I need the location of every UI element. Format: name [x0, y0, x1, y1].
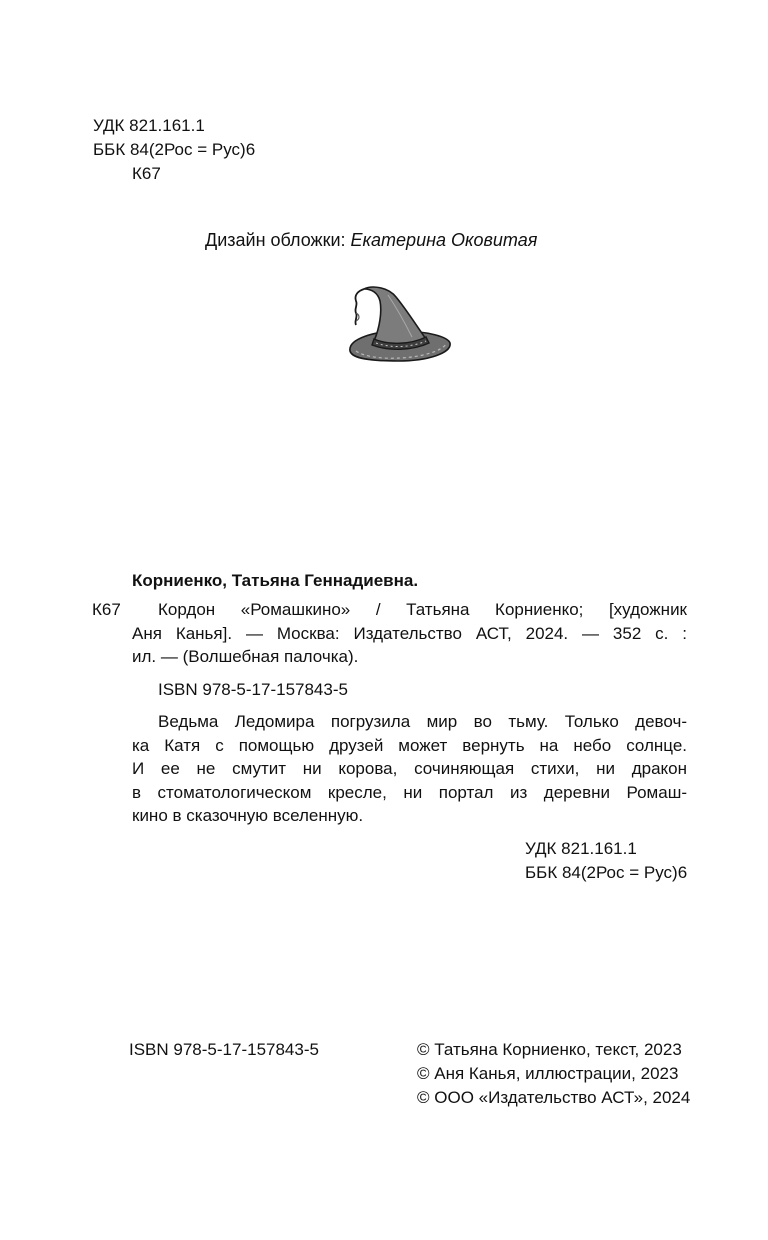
description-line: Аня Канья]. — Москва: Издательство АСТ, 2024. — 352 с. : — [132, 623, 687, 643]
copyright-line: © ООО «Издательство АСТ», 2024 — [417, 1088, 691, 1107]
witch-hat-icon — [344, 281, 454, 371]
annotation-line: кино в сказочную вселенную. — [132, 806, 364, 825]
bbk-code-record: ББК 84(2Рос = Рус)6 — [525, 863, 688, 882]
annotation — [132, 710, 687, 828]
description-line: ил. — (Волшебная палочка). — [132, 647, 359, 666]
annotation-line: ка Катя с помощью друзей может вернуть на небо солнце. — [132, 735, 687, 755]
isbn-record: ISBN 978-5-17-157843-5 — [158, 680, 348, 699]
author-mark: К67 — [132, 164, 161, 183]
bibliographic-description — [132, 598, 687, 669]
cover-designer-name: Екатерина Оковитая — [350, 230, 538, 250]
udk-code: УДК 821.161.1 — [93, 116, 205, 135]
copyright-block — [417, 1038, 690, 1110]
annotation-line: И ее не смутит ни корова, сочиняющая стихи, ни дракон — [132, 759, 687, 778]
annotation-line: в стоматологическом кресле, ни портал из деревни Ромаш- — [132, 782, 687, 802]
description-line: Кордон «Ромашкино» / Татьяна Корниенко; [художник — [158, 600, 687, 619]
author-heading: Корниенко, Татьяна Геннадиевна. — [132, 571, 419, 590]
author-mark-side: К67 — [92, 600, 121, 619]
copyright-line: © Аня Канья, иллюстрации, 2023 — [417, 1064, 679, 1083]
cover-design-label: Дизайн обложки: — [205, 230, 346, 250]
bbk-code: ББК 84(2Рос = Рус)6 — [93, 140, 256, 159]
cover-design-credit — [205, 229, 537, 252]
isbn-footer: ISBN 978-5-17-157843-5 — [129, 1040, 319, 1059]
annotation-line: Ведьма Ледомира погрузила мир во тьму. Только девоч- — [158, 712, 687, 731]
udk-code-record: УДК 821.161.1 — [525, 839, 637, 858]
copyright-line: © Татьяна Корниенко, текст, 2023 — [417, 1040, 682, 1059]
